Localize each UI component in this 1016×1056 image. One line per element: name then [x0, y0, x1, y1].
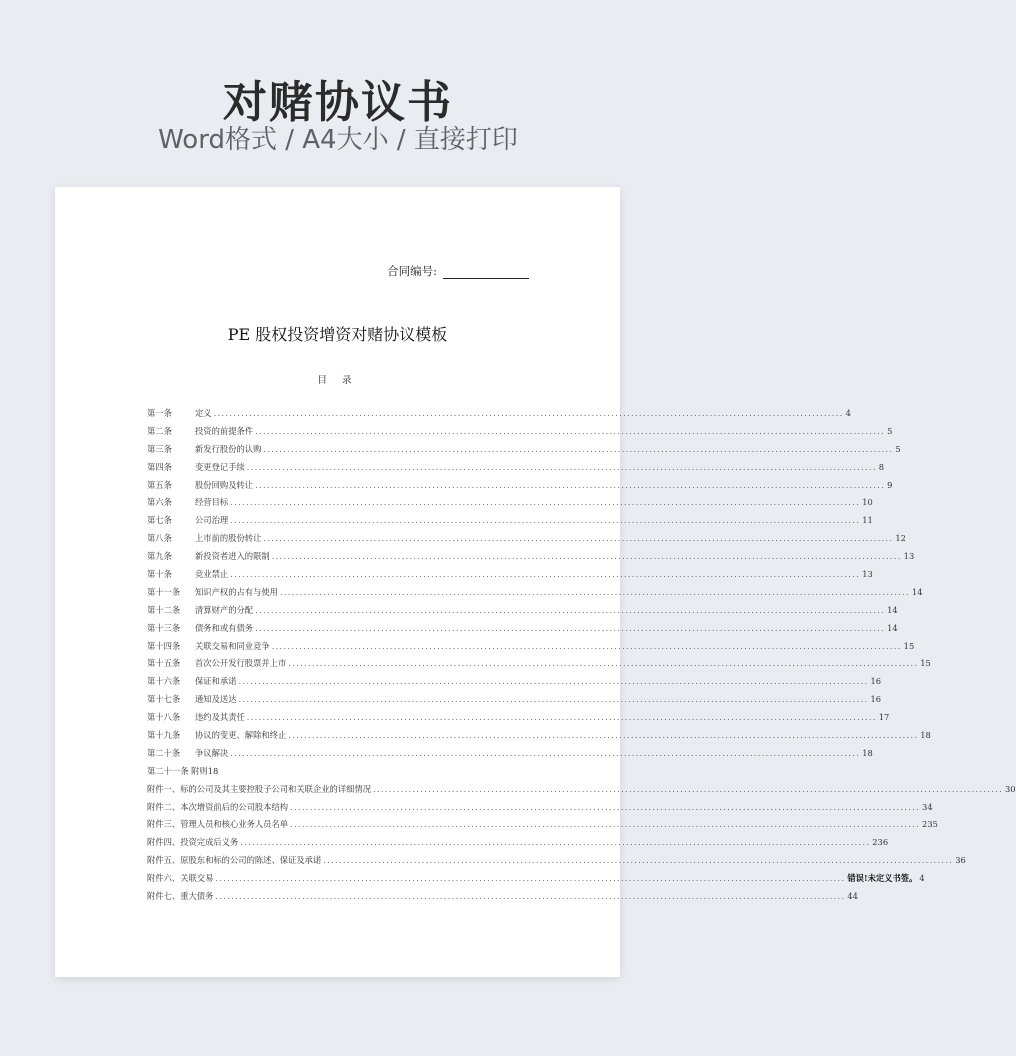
toc-page-number: 4: [845, 408, 851, 418]
toc-article-number: 第十七条: [147, 694, 181, 705]
toc-entry-title: 知识产权的占有与使用: [195, 586, 278, 597]
toc-entry[interactable]: [147, 568, 873, 586]
toc-page-number: 13: [903, 551, 915, 562]
toc-page-number: 36: [955, 855, 966, 866]
toc-annex-entry[interactable]: [147, 890, 858, 908]
toc-leader-dots: ................................................................................................................................................................: [271, 640, 902, 651]
toc-leader-dots: ................................................................................................................................................................: [255, 479, 886, 490]
toc-page-number: 9: [887, 479, 893, 490]
toc-leader-dots: ................................................................................................................................................................: [238, 676, 869, 687]
toc-entry[interactable]: [147, 693, 882, 711]
toc-page-number: 5: [895, 443, 901, 454]
toc-entry-title: 新投资者进入的限制: [195, 551, 270, 562]
toc-entry[interactable]: [147, 514, 873, 532]
toc-leader-dots: ................................................................................................................................................................: [279, 586, 910, 597]
toc-entry-title: 违约及其责任: [195, 712, 245, 723]
toc-entry-title: 股份回购及转让: [195, 479, 254, 490]
toc-entry-title: 经营目标: [195, 497, 229, 508]
toc-annex-entry[interactable]: [147, 783, 1016, 801]
toc-page-number: 14: [887, 604, 898, 615]
toc-entry[interactable]: [147, 747, 873, 765]
toc-article-number: 第九条: [147, 551, 172, 562]
toc-page-number: 16: [870, 694, 882, 705]
toc-page-number: 236: [872, 837, 889, 848]
document-title: PE 股权投资增资对赌协议模板: [227, 325, 448, 344]
toc-entry[interactable]: [147, 461, 885, 479]
toc-entry-title: 竞业禁止: [195, 569, 229, 580]
toc-article-number: 第七条: [147, 515, 172, 526]
toc-entry-title: 公司治理: [195, 515, 229, 526]
toc-entry[interactable]: [147, 675, 882, 693]
toc-article-number: 第十六条: [147, 676, 181, 687]
toc-leader-dots: ................................................................................................................................................................: [238, 694, 869, 705]
toc-entry[interactable]: [147, 622, 898, 640]
toc-article-number: 第十八条: [147, 712, 181, 723]
banner-subtitle: Word格式 / A4大小 / 直接打印: [158, 125, 518, 155]
toc-page-number: 4: [919, 873, 925, 884]
toc-entry-title: 上市前的股份转让: [195, 533, 262, 544]
toc-entry[interactable]: [147, 496, 873, 514]
toc-leader-dots: ................................................................................................................................................................: [255, 604, 886, 615]
toc-article-number: 第六条: [147, 497, 172, 508]
contract-number: [387, 263, 529, 279]
toc-annex-title: 附件五、原股东和标的公司的陈述、保证及承诺: [147, 855, 322, 866]
toc-leader-dots: ................................................................................................................................................................: [230, 515, 861, 526]
toc-page-number: 13: [862, 569, 873, 580]
contract-number-label: 合同编号:: [387, 264, 437, 278]
toc-entry-title: 债务和或有债务: [195, 622, 254, 633]
toc-article-number: 第十五条: [147, 658, 181, 669]
toc-article-number: 第二条: [147, 425, 172, 436]
toc-article-number: 第十一条: [147, 586, 181, 597]
toc-page-number: 15: [903, 640, 915, 651]
toc-page-number: 235: [922, 819, 938, 830]
toc-annex-entry[interactable]: [147, 818, 938, 836]
toc-annex-title: 附件四、投资完成后义务: [147, 837, 239, 848]
contract-number-blank: [443, 266, 529, 279]
toc-entry[interactable]: [147, 479, 893, 497]
toc-entry-title: 变更登记手续: [195, 461, 245, 472]
toc-page-number: 17: [878, 712, 890, 723]
toc-article-number: 第十三条: [147, 622, 181, 633]
toc-page-number: 12: [895, 533, 906, 544]
toc-leader-dots: ................................................................................................................................................................: [263, 443, 894, 454]
banner-title: 对赌协议书: [223, 77, 453, 128]
toc-page-number: 30: [1005, 783, 1016, 794]
toc-entry-title: 保证和承诺: [195, 676, 237, 687]
toc-entry-title: 新发行股份的认购: [195, 443, 262, 454]
toc-entry[interactable]: [147, 604, 898, 622]
toc-entry[interactable]: [147, 550, 915, 568]
toc-article-number: 第十条: [147, 569, 172, 580]
toc-article-number: 第一条: [147, 408, 172, 418]
toc-entry[interactable]: [147, 729, 931, 747]
toc-page-number: 5: [887, 425, 893, 436]
toc-entry-title: 通知及送达: [195, 694, 237, 705]
toc-leader-dots: ................................................................................................................................................................: [246, 712, 877, 723]
toc-page-number: 8: [878, 461, 885, 472]
toc-annex-title: 附件一、标的公司及其主要控股子公司和关联企业的详细情况: [147, 783, 372, 794]
document-page: [55, 187, 1016, 977]
toc-entry-title: 协议的变更、解除和终止: [195, 730, 287, 741]
toc-leader-dots: ................................................................................................................................................................: [215, 891, 846, 902]
toc-page-number: 14: [887, 622, 898, 633]
toc-leader-dots: ................................................................................................................................................................: [290, 819, 921, 830]
toc-annex-entry[interactable]: [147, 836, 889, 854]
toc-page-number: 15: [920, 658, 931, 669]
toc-leader-dots: ................................................................................................................................................................: [271, 551, 902, 562]
toc-leader-dots: ................................................................................................................................................................: [255, 622, 886, 633]
toc-page-number: 44: [847, 891, 858, 902]
toc-annex-title: 附件二、本次增资前后的公司股本结构: [147, 801, 289, 812]
toc-leader-dots: ................................................................................................................................................................: [288, 658, 919, 669]
toc-article-number: 第十二条: [147, 604, 181, 615]
toc-leader-dots: ................................................................................................................................................................: [230, 747, 861, 758]
toc-article-number: 第八条: [147, 533, 172, 544]
toc-leader-dots: ................................................................................................................................................................: [230, 569, 861, 580]
toc-entry[interactable]: [147, 765, 529, 783]
toc-article-number: 第十九条: [147, 730, 181, 741]
toc-article-number: 第十四条: [147, 640, 181, 651]
toc-entry[interactable]: [147, 407, 851, 425]
toc-leader-dots: ................................................................................................................................................................: [230, 497, 861, 508]
toc-leader-dots: ................................................................................................................................................................: [263, 533, 894, 544]
toc-leader-dots: ................................................................................................................................................................: [290, 801, 921, 812]
toc-entry-title: 清算财产的分配: [195, 604, 254, 615]
toc-page-number: 11: [862, 515, 873, 526]
toc-leader-dots: ................................................................................................................................................................: [213, 408, 844, 418]
toc-annex-entry[interactable]: [147, 801, 933, 819]
toc-article-number: 第五条: [147, 479, 172, 490]
toc-leader-dots: ................................................................................................................................................................: [246, 461, 877, 472]
toc-entry-title: 首次公开发行股票并上市: [195, 658, 287, 669]
toc-page-number: 34: [922, 801, 933, 812]
toc-entry[interactable]: [147, 586, 923, 604]
toc-entry-title: 关联交易和同业竞争: [195, 640, 270, 651]
toc-leader-dots: ................................................................................................................................................................: [215, 873, 846, 884]
toc-page-number: 18: [920, 730, 931, 741]
table-of-contents: [147, 407, 1016, 908]
toc-entry-title: 争议解决: [195, 747, 229, 758]
toc-leader-dots: ................................................................................................................................................................: [373, 783, 1004, 794]
toc-leader-dots: ................................................................................................................................................................: [288, 730, 919, 741]
toc-annex-title: 附件三、管理人员和核心业务人员名单: [147, 819, 289, 830]
toc-annex-title: 附件六、关联交易: [147, 873, 214, 884]
toc-page-number: 14: [911, 586, 923, 597]
toc-entry-title: 第二十一条 附则18: [147, 765, 219, 776]
toc-article-number: 第四条: [147, 461, 172, 472]
toc-entry[interactable]: [147, 640, 915, 658]
toc-leader-dots: ................................................................................................................................................................: [323, 855, 954, 866]
toc-leader-dots: ................................................................................................................................................................: [255, 425, 886, 436]
toc-annex-title: 附件七、重大债务: [147, 891, 214, 902]
toc-entry[interactable]: [147, 711, 890, 729]
toc-article-number: 第三条: [147, 443, 172, 454]
toc-entry-title: 投资的前提条件: [195, 425, 254, 436]
toc-article-number: 第二十条: [147, 747, 181, 758]
toc-page-number: 16: [870, 676, 882, 687]
toc-error-note: 错误!未定义书签。: [847, 873, 918, 884]
toc-entry[interactable]: [147, 532, 906, 550]
toc-annex-entry[interactable]: [147, 872, 925, 890]
toc-annex-entry[interactable]: [147, 854, 966, 872]
toc-leader-dots: ................................................................................................................................................................: [240, 837, 871, 848]
toc-entry[interactable]: [147, 657, 931, 675]
toc-page-number: 18: [862, 747, 873, 758]
toc-heading: 目 录: [317, 375, 358, 386]
toc-entry[interactable]: [147, 425, 893, 443]
toc-page-number: 10: [862, 497, 873, 508]
toc-entry-title: 定义: [195, 408, 212, 418]
toc-entry[interactable]: [147, 443, 901, 461]
